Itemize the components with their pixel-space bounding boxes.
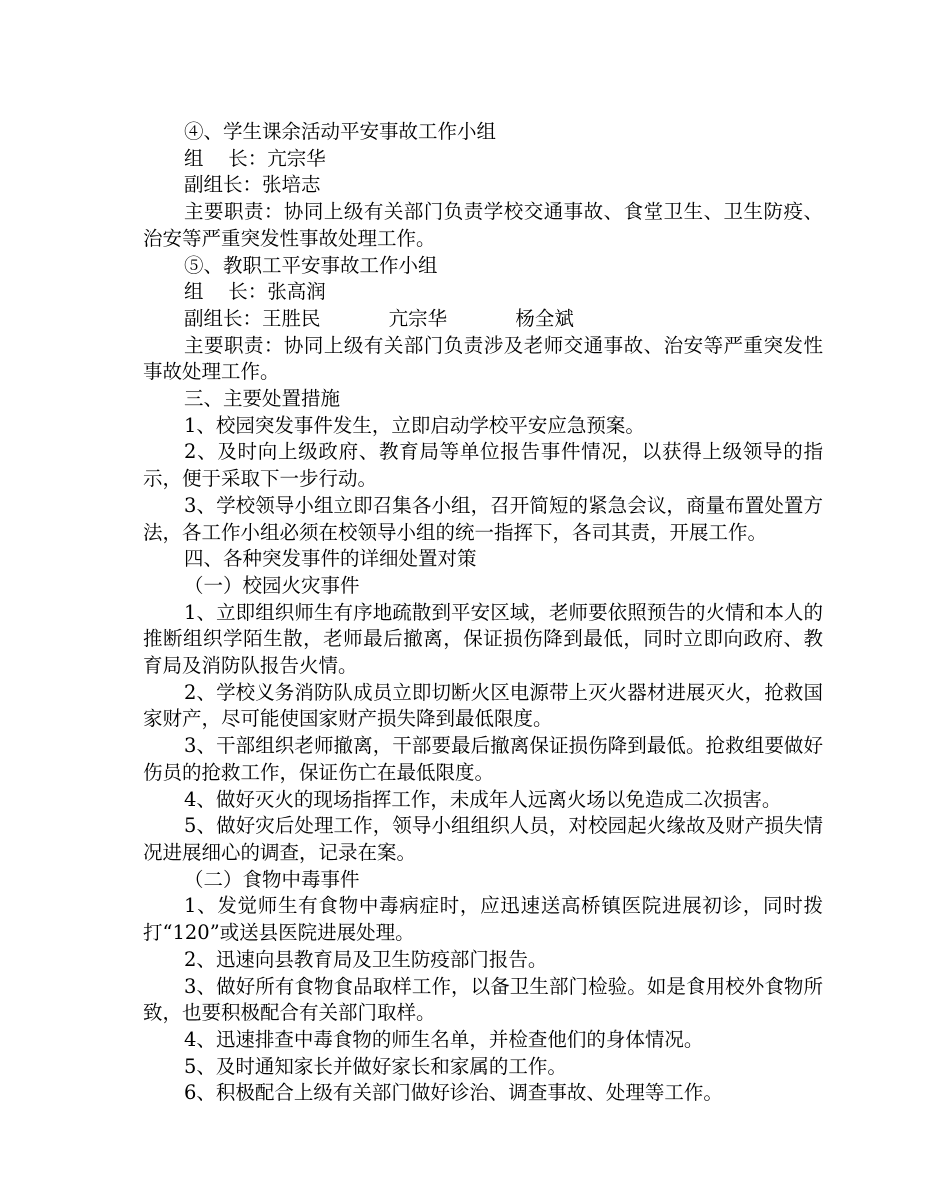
food-item: 3、做好所有食物食品取样工作，以备卫生部门检验。如是食用校外食物所致，也要积极配合有关部门取样。 — [143, 974, 823, 1025]
leader-line: 组 长：张高润 — [184, 280, 326, 304]
deputy-leader-line: 副组长：张培志 — [184, 173, 321, 197]
heading-group-5: ⑤、教职工平安事故工作小组 — [184, 253, 438, 277]
fire-item: 5、做好灾后处理工作，领导小组组织人员，对校园起火缘故及财产损失情况进展细心的调查，记录在案。 — [143, 814, 823, 864]
food-item: 6、积极配合上级有关部门做好诊治、调查事故、处理等工作。 — [184, 1081, 723, 1105]
deputy-leader-line: 副组长：王胜民 亢宗华 杨全斌 — [184, 306, 574, 330]
food-item: 4、迅速排查中毒食物的师生名单，并检查他们的身体情况。 — [184, 1027, 704, 1051]
duty-paragraph: 主要职责：协同上级有关部门负责学校交通事故、食堂卫生、卫生防疫、治安等严重突发性事故处理工作。 — [143, 200, 823, 250]
food-item: 1、发觉师生有食物中毒病症时，应迅速送高桥镇医院进展初诊，同时拨打“120”或送县医院进展处理。 — [143, 894, 823, 945]
food-item: 2、迅速向县教育局及卫生防疫部门报告。 — [184, 947, 548, 971]
fire-item: 4、做好灭火的现场指挥工作，未成年人远离火场以免造成二次损害。 — [184, 787, 782, 811]
measure-item: 2、及时向上级政府、教育局等单位报告事件情况，以获得上级领导的指示，便于采取下一步行动。 — [143, 440, 823, 491]
heading-group-4: ④、学生课余活动平安事故工作小组 — [184, 120, 497, 143]
document-body — [143, 119, 823, 1107]
section-heading-3: 三、主要处置措施 — [184, 387, 341, 411]
leader-line: 组 长：亢宗华 — [184, 146, 326, 170]
measure-item: 1、校园突发事件发生，立即启动学校平安应急预案。 — [184, 413, 645, 437]
section-heading-4: 四、各种突发事件的详细处置对策 — [184, 547, 477, 571]
subsection-heading-food-poisoning: （二）食物中毒事件 — [184, 867, 360, 891]
subsection-heading-fire: （一）校园火灾事件 — [184, 573, 360, 597]
measure-item: 3、学校领导小组立即召集各小组，召开简短的紧急会议，商量布置处置方法，各工作小组必须在校领导小组的统一指挥下，各司其责，开展工作。 — [143, 493, 823, 544]
fire-item: 3、干部组织老师撤离，干部要最后撤离保证损伤降到最低。抢救组要做好伤员的抢救工作，保证伤亡在最低限度。 — [143, 734, 823, 784]
food-item: 5、及时通知家长并做好家长和家属的工作。 — [184, 1054, 567, 1078]
duty-paragraph: 主要职责：协同上级有关部门负责涉及老师交通事故、治安等严重突发性事故处理工作。 — [143, 333, 823, 384]
fire-item: 1、立即组织师生有序地疏散到平安区域，老师要依照预告的火情和本人的推断组织学陌生散，老师最后撤离，保证损伤降到最低，同时立即向政府、教育局及消防队报告火情。 — [143, 600, 823, 678]
fire-item: 2、学校义务消防队成员立即切断火区电源带上灭火器材进展灭火，抢救国家财产，尽可能使国家财产损失降到最低限度。 — [143, 680, 823, 731]
